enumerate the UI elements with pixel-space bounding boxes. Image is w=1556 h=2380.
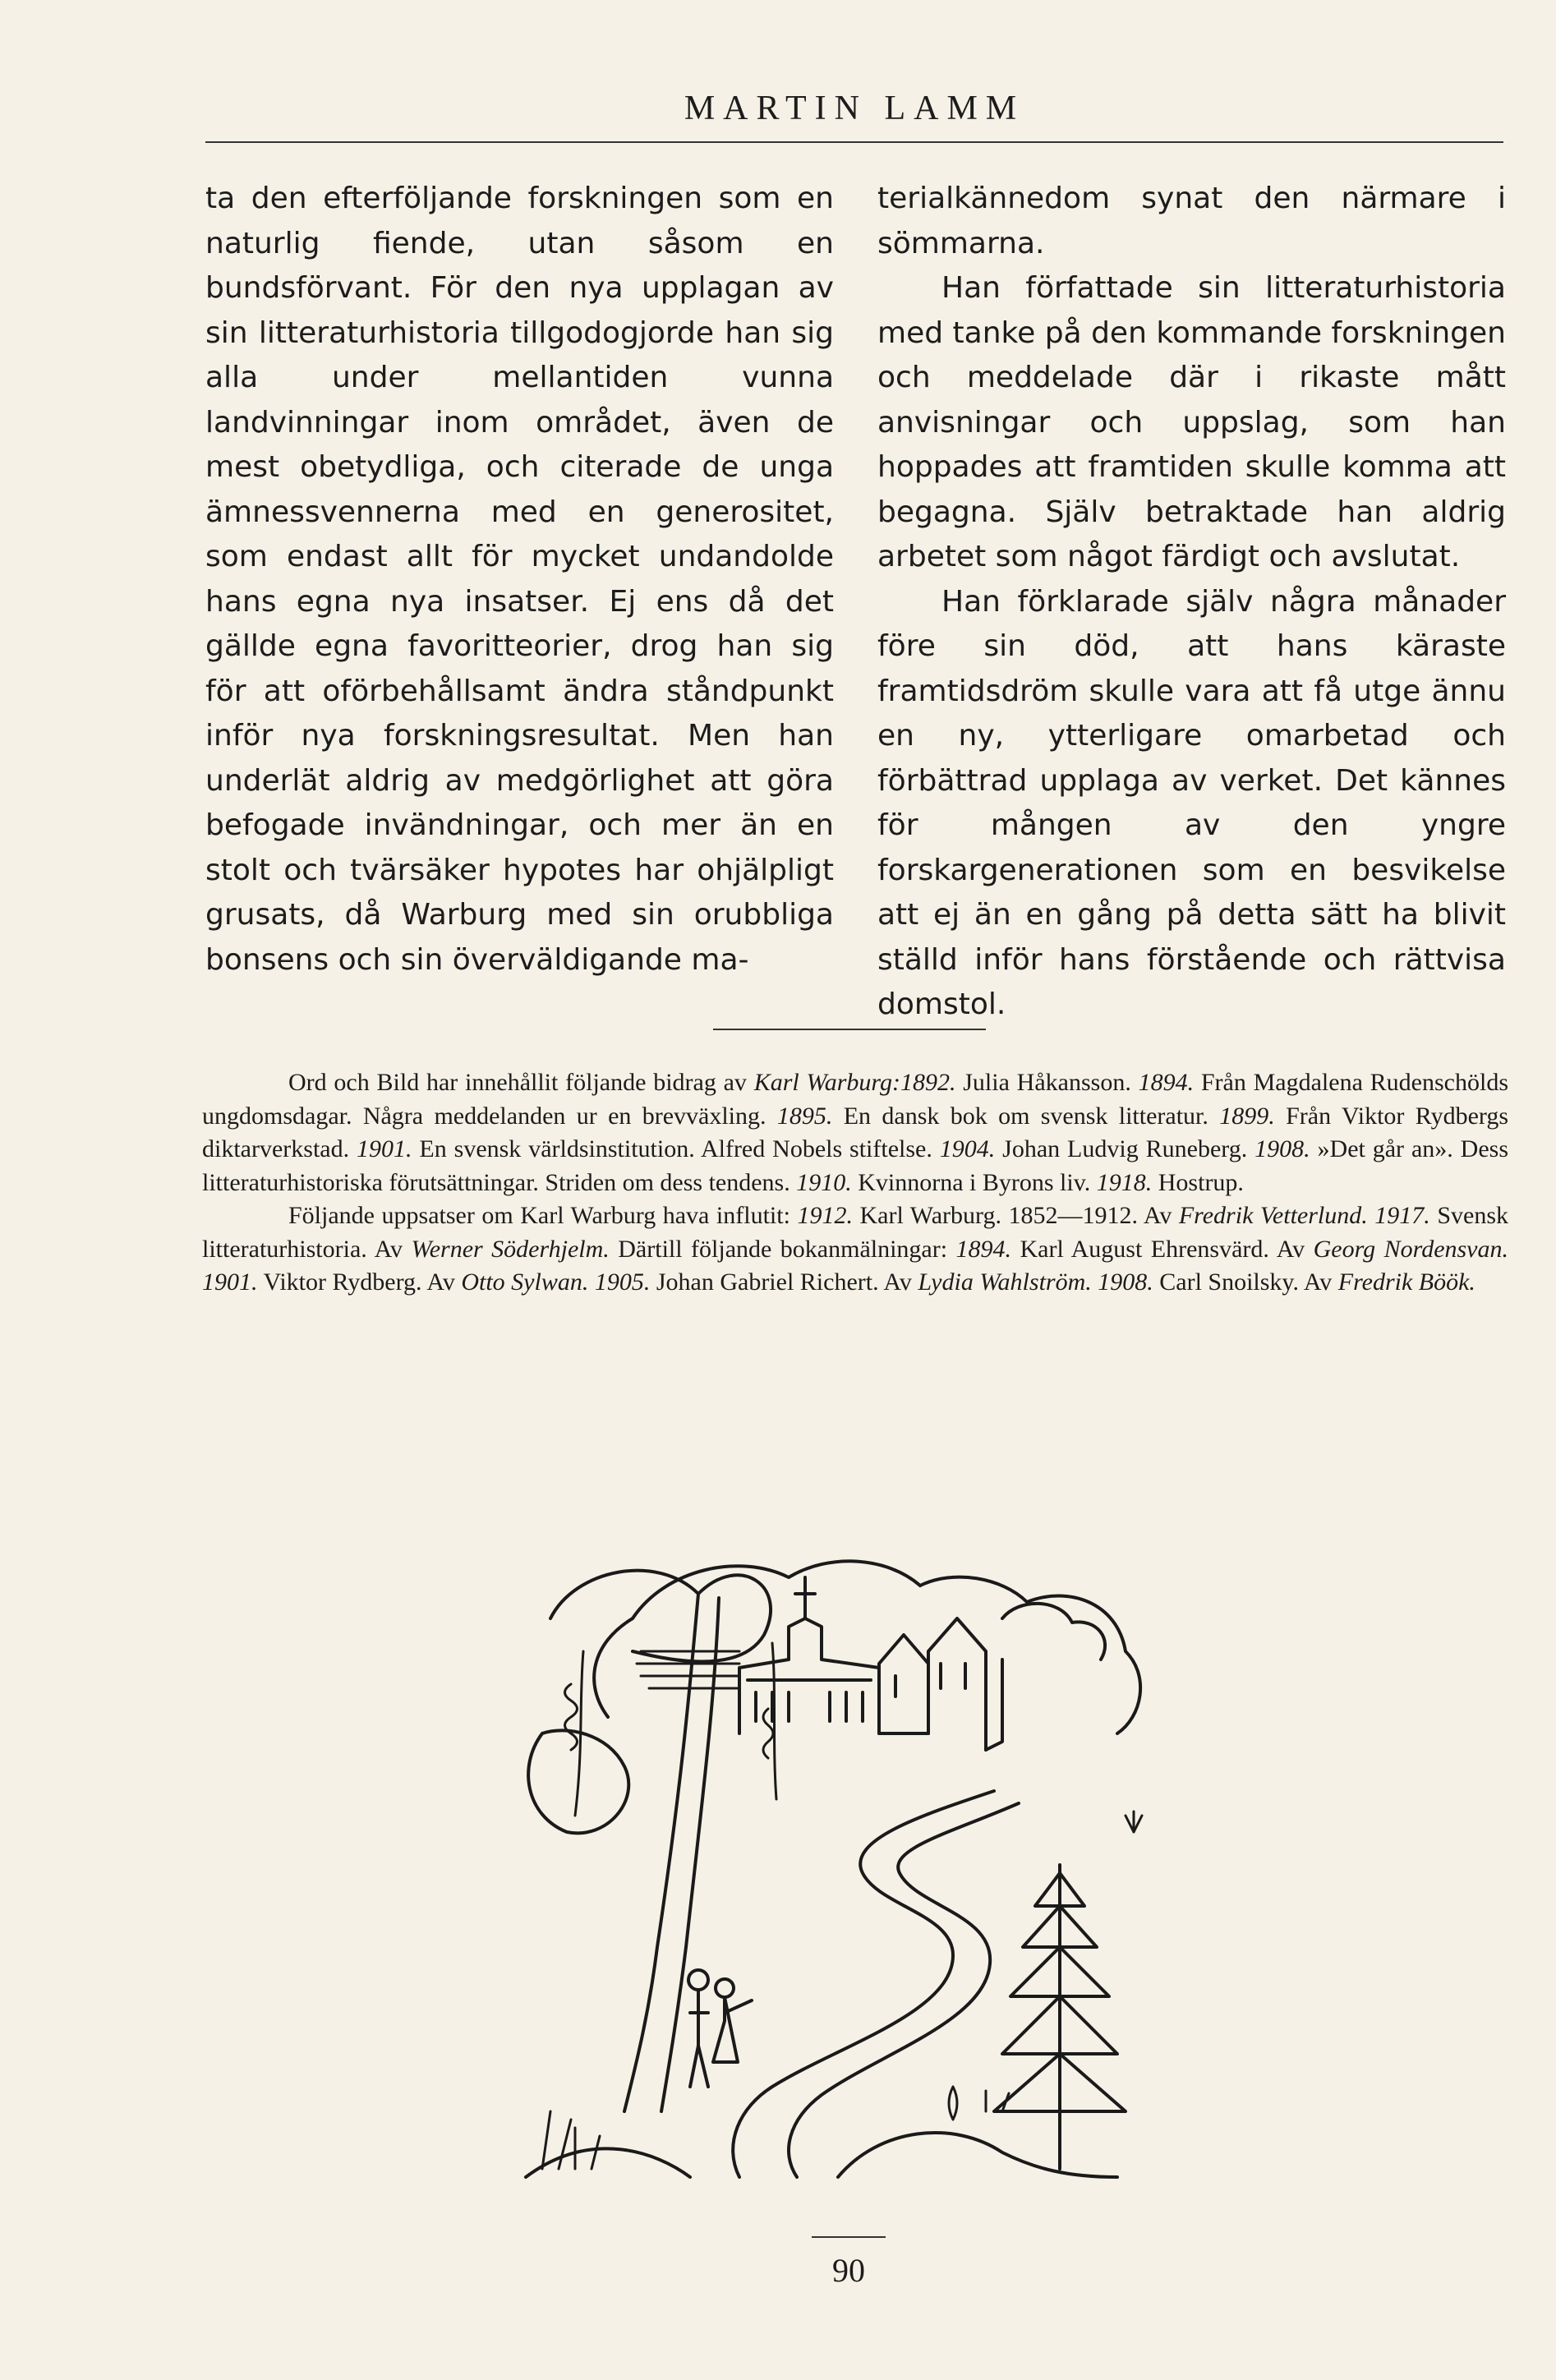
hill-outline	[920, 1577, 1140, 1733]
tree-canopy	[550, 1571, 771, 1662]
paragraph: Han författade sin litteraturhistoria med tanke på den kommande forskningen och meddelade där i rikaste mått anvisningar och uppslag, som han hoppades att framtiden skulle komma att begagna. Själv betraktade han aldrig arbetet som något färdigt och avslutat.	[877, 271, 1506, 573]
figure-head	[688, 1970, 708, 1990]
page-number: 90	[832, 2252, 865, 2289]
entry-year: 1899.	[1219, 1102, 1275, 1130]
entry-year: 1895.	[776, 1102, 833, 1130]
paragraph: Han förklarade själv några månader före sin död, att hans käraste framtidsdröm skulle vara att få utge ännu en ny, ytterligare omarbetad och förbättrad upplaga av verket. Det kännes för mången av den yngre forskargenerationen som en besvikelse att ej än en gång på detta sätt ha blivit ställd inför hans förstående och rättvisa domstol.	[877, 584, 1506, 1021]
entry-year: 1904.	[939, 1135, 996, 1162]
paragraph: ta den efterföljande forskningen som en naturlig fiende, utan såsom en bundsförvant. För den nya upplagan av sin litteraturhistoria tillgodogjorde han sig alla under mellantiden vunna landvinningar inom området, även de mest obetydliga, och citerade de unga ämnessvennerna med en generositet, som endast allt för mycket undandolde hans egna nya insatser. Ej ens då det gällde egna favoritteorier, drog han sig för att oförbehållsamt ändra ståndpunkt inför nya forskningsresultat. Men han underlät aldrig av medgörlighet att göra befogade invändningar, och mer än en stolt och tvärsäker hypotes har ohjälpligt grusats, då Warburg med sin orubbliga bonsens och sin överväldigande ma-	[205, 182, 834, 977]
walking-figure	[690, 1990, 708, 2087]
landscape-illustration	[493, 1520, 1187, 2194]
entry-year: 1918.	[1096, 1168, 1153, 1196]
entry-year: 1901.	[357, 1135, 412, 1162]
church-cross	[795, 1577, 815, 1618]
text-column-right	[877, 177, 1506, 1028]
entry-year: 1894.	[1138, 1069, 1195, 1096]
rock-outline	[838, 2133, 1117, 2177]
text-column-left	[205, 177, 834, 983]
tree-trunk	[624, 1594, 698, 2111]
bibliography-note	[202, 1066, 1508, 1300]
walking-figure	[713, 1997, 752, 2062]
section-divider	[713, 1029, 986, 1030]
header-rule	[205, 141, 1503, 143]
bibliography-about: Följande uppsatser om Karl Warburg hava influtit: 1912. Karl Warburg. 1852—1912. Av Fredrik Vetterlund. 1917. Svensk litteraturhistoria. Av Werner Söderhjelm. Därtill följande bokanmälningar: 1894. Karl August Ehrensvärd. Av Georg Nordensvan. 1901. Viktor Rydberg. Av Otto Sylwan. 1905. Johan Gabriel Richert. Av Lydia Wahlström. 1908. Carl Snoilsky. Av Fredrik Böök.	[202, 1202, 1509, 1296]
house-outline	[928, 1618, 986, 1750]
folio-rule	[812, 2236, 886, 2238]
entry-year: 1908.	[1254, 1135, 1310, 1162]
entry-year: 1910.	[796, 1168, 852, 1196]
hill-outline	[594, 1618, 633, 1717]
running-head: MARTIN LAMM	[684, 90, 1025, 127]
church-outline	[739, 1618, 879, 1733]
winding-path	[733, 1791, 994, 2177]
rock-outline	[526, 2148, 690, 2177]
house-outline	[879, 1635, 928, 1733]
hill-outline	[633, 1561, 920, 1618]
entry-year: 1892.	[900, 1069, 956, 1096]
figure-head	[716, 1979, 734, 1997]
winding-path	[789, 1803, 1019, 2177]
paragraph: terialkännedom synat den närmare i sömmarna.	[877, 182, 1506, 260]
bibliography-contributions: Ord och Bild har innehållit följande bidrag av Karl Warburg:1892. Julia Håkansson. 1894. Från Magdalena Rudenschölds ungdomsdagar. Några meddelanden ur en brevväxling. 1895. En dansk bok om svensk litteratur. 1899. Från Viktor Rydbergs diktarverkstad. 1901. En svensk världsinstitution. Alfred Nobels stiftelse. 1904. Johan Ludvig Runeberg. 1908. »Det går an». Dess litteraturhistoriska förutsättningar. Striden om dess tendens. 1910. Kvinnorna i Byrons liv. 1918. Hostrup.	[202, 1069, 1509, 1196]
